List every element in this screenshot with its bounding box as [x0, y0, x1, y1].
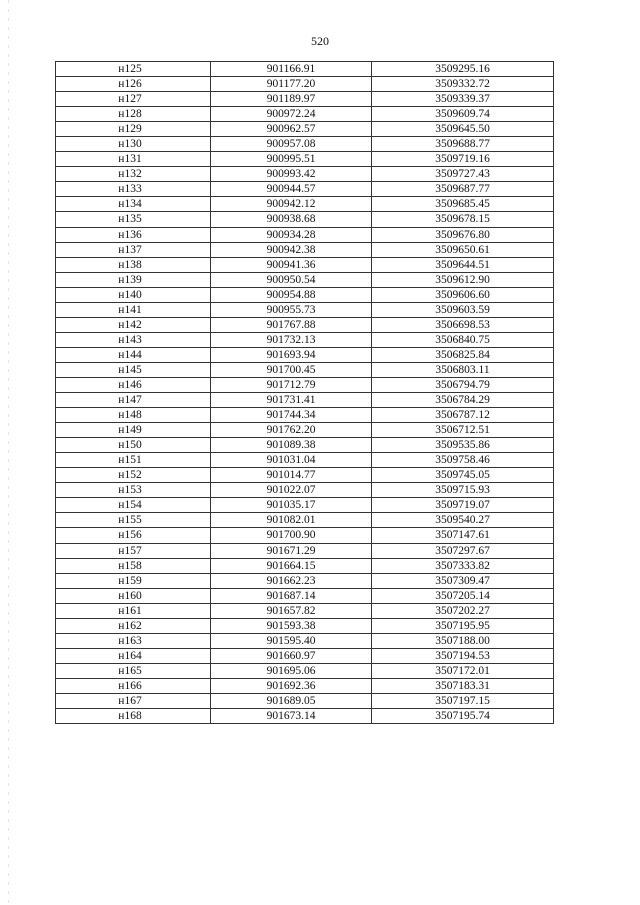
table-row — [56, 137, 554, 152]
y-coordinate-cell: 3509645.50 — [372, 122, 554, 137]
y-coordinate-cell: 3509609.74 — [372, 107, 554, 122]
y-coordinate-cell: 3507195.74 — [372, 709, 554, 724]
x-coordinate-cell: 901700.45 — [211, 362, 372, 377]
y-coordinate-cell: 3509719.07 — [372, 498, 554, 513]
table-row — [56, 287, 554, 302]
point-id-cell: н130 — [56, 137, 211, 152]
table-row — [56, 558, 554, 573]
y-coordinate-cell: 3509719.16 — [372, 152, 554, 167]
y-coordinate-cell: 3507183.31 — [372, 678, 554, 693]
point-id-cell: н151 — [56, 453, 211, 468]
table-row — [56, 423, 554, 438]
table-row — [56, 227, 554, 242]
table-row — [56, 648, 554, 663]
x-coordinate-cell: 901595.40 — [211, 633, 372, 648]
y-coordinate-cell: 3506784.29 — [372, 393, 554, 408]
table-row — [56, 528, 554, 543]
table-row — [56, 107, 554, 122]
y-coordinate-cell: 3506840.75 — [372, 332, 554, 347]
table-row — [56, 347, 554, 362]
x-coordinate-cell: 901693.94 — [211, 347, 372, 362]
point-id-cell: н125 — [56, 62, 211, 77]
y-coordinate-cell: 3509612.90 — [372, 272, 554, 287]
x-coordinate-cell: 900972.24 — [211, 107, 372, 122]
x-coordinate-cell: 901762.20 — [211, 423, 372, 438]
table-row — [56, 663, 554, 678]
page-number: 520 — [311, 34, 329, 48]
table-row — [56, 167, 554, 182]
x-coordinate-cell: 901031.04 — [211, 453, 372, 468]
y-coordinate-cell: 3509535.86 — [372, 438, 554, 453]
table-row — [56, 709, 554, 724]
point-id-cell: н143 — [56, 332, 211, 347]
x-coordinate-cell: 901744.34 — [211, 408, 372, 423]
y-coordinate-cell: 3509332.72 — [372, 77, 554, 92]
x-coordinate-cell: 901700.90 — [211, 528, 372, 543]
y-coordinate-cell: 3509603.59 — [372, 302, 554, 317]
table-row — [56, 633, 554, 648]
y-coordinate-cell: 3509715.93 — [372, 483, 554, 498]
y-coordinate-cell: 3509678.15 — [372, 212, 554, 227]
y-coordinate-cell: 3506698.53 — [372, 317, 554, 332]
x-coordinate-cell: 900941.36 — [211, 257, 372, 272]
point-id-cell: н163 — [56, 633, 211, 648]
point-id-cell: н133 — [56, 182, 211, 197]
y-coordinate-cell: 3507205.14 — [372, 588, 554, 603]
x-coordinate-cell: 900950.54 — [211, 272, 372, 287]
x-coordinate-cell: 900944.57 — [211, 182, 372, 197]
point-id-cell: н127 — [56, 92, 211, 107]
y-coordinate-cell: 3507333.82 — [372, 558, 554, 573]
x-coordinate-cell: 901731.41 — [211, 393, 372, 408]
point-id-cell: н152 — [56, 468, 211, 483]
table-row — [56, 513, 554, 528]
x-coordinate-cell: 900954.88 — [211, 287, 372, 302]
x-coordinate-cell: 900995.51 — [211, 152, 372, 167]
table-row — [56, 377, 554, 392]
y-coordinate-cell: 3506787.12 — [372, 408, 554, 423]
y-coordinate-cell: 3507202.27 — [372, 603, 554, 618]
y-coordinate-cell: 3509644.51 — [372, 257, 554, 272]
x-coordinate-cell: 900993.42 — [211, 167, 372, 182]
point-id-cell: н131 — [56, 152, 211, 167]
table-row — [56, 317, 554, 332]
y-coordinate-cell: 3509540.27 — [372, 513, 554, 528]
x-coordinate-cell: 901189.97 — [211, 92, 372, 107]
point-id-cell: н155 — [56, 513, 211, 528]
x-coordinate-cell: 901593.38 — [211, 618, 372, 633]
table-row — [56, 92, 554, 107]
point-id-cell: н137 — [56, 242, 211, 257]
x-coordinate-cell: 901014.77 — [211, 468, 372, 483]
x-coordinate-cell: 900942.12 — [211, 197, 372, 212]
point-id-cell: н136 — [56, 227, 211, 242]
y-coordinate-cell: 3509650.61 — [372, 242, 554, 257]
x-coordinate-cell: 901022.07 — [211, 483, 372, 498]
x-coordinate-cell: 901660.97 — [211, 648, 372, 663]
point-id-cell: н165 — [56, 663, 211, 678]
x-coordinate-cell: 901177.20 — [211, 77, 372, 92]
x-coordinate-cell: 900955.73 — [211, 302, 372, 317]
point-id-cell: н148 — [56, 408, 211, 423]
point-id-cell: н166 — [56, 678, 211, 693]
point-id-cell: н167 — [56, 693, 211, 708]
point-id-cell: н132 — [56, 167, 211, 182]
point-id-cell: н156 — [56, 528, 211, 543]
y-coordinate-cell: 3507297.67 — [372, 543, 554, 558]
x-coordinate-cell: 901767.88 — [211, 317, 372, 332]
table-row — [56, 257, 554, 272]
x-coordinate-cell: 901082.01 — [211, 513, 372, 528]
y-coordinate-cell: 3509339.37 — [372, 92, 554, 107]
point-id-cell: н141 — [56, 302, 211, 317]
point-id-cell: н140 — [56, 287, 211, 302]
point-id-cell: н164 — [56, 648, 211, 663]
point-id-cell: н145 — [56, 362, 211, 377]
table-row — [56, 393, 554, 408]
point-id-cell: н128 — [56, 107, 211, 122]
point-id-cell: н161 — [56, 603, 211, 618]
table-row — [56, 573, 554, 588]
y-coordinate-cell: 3506803.11 — [372, 362, 554, 377]
x-coordinate-cell: 901166.91 — [211, 62, 372, 77]
x-coordinate-cell: 900962.57 — [211, 122, 372, 137]
y-coordinate-cell: 3509295.16 — [372, 62, 554, 77]
table-row — [56, 618, 554, 633]
table-row — [56, 678, 554, 693]
x-coordinate-cell: 901673.14 — [211, 709, 372, 724]
point-id-cell: н138 — [56, 257, 211, 272]
point-id-cell: н154 — [56, 498, 211, 513]
x-coordinate-cell: 901657.82 — [211, 603, 372, 618]
point-id-cell: н126 — [56, 77, 211, 92]
table-row — [56, 588, 554, 603]
y-coordinate-cell: 3507147.61 — [372, 528, 554, 543]
x-coordinate-cell: 900938.68 — [211, 212, 372, 227]
y-coordinate-cell: 3509688.77 — [372, 137, 554, 152]
x-coordinate-cell: 901732.13 — [211, 332, 372, 347]
y-coordinate-cell: 3506794.79 — [372, 377, 554, 392]
table-row — [56, 272, 554, 287]
table-row — [56, 483, 554, 498]
point-id-cell: н146 — [56, 377, 211, 392]
x-coordinate-cell: 900957.08 — [211, 137, 372, 152]
point-id-cell: н153 — [56, 483, 211, 498]
table-row — [56, 122, 554, 137]
table-row — [56, 498, 554, 513]
point-id-cell: н135 — [56, 212, 211, 227]
table-row — [56, 543, 554, 558]
y-coordinate-cell: 3509758.46 — [372, 453, 554, 468]
point-id-cell: н158 — [56, 558, 211, 573]
table-row — [56, 438, 554, 453]
y-coordinate-cell: 3507172.01 — [372, 663, 554, 678]
table-row — [56, 242, 554, 257]
table-row — [56, 77, 554, 92]
coordinates-table-body — [56, 62, 554, 724]
point-id-cell: н129 — [56, 122, 211, 137]
y-coordinate-cell: 3509687.77 — [372, 182, 554, 197]
x-coordinate-cell: 901671.29 — [211, 543, 372, 558]
point-id-cell: н142 — [56, 317, 211, 332]
point-id-cell: н162 — [56, 618, 211, 633]
table-row — [56, 302, 554, 317]
table-row — [56, 362, 554, 377]
table-row — [56, 152, 554, 167]
y-coordinate-cell: 3509606.60 — [372, 287, 554, 302]
table-row — [56, 182, 554, 197]
x-coordinate-cell: 901687.14 — [211, 588, 372, 603]
point-id-cell: н144 — [56, 347, 211, 362]
page-edge-marks — [8, 0, 9, 905]
y-coordinate-cell: 3506712.51 — [372, 423, 554, 438]
x-coordinate-cell: 901689.05 — [211, 693, 372, 708]
x-coordinate-cell: 901712.79 — [211, 377, 372, 392]
point-id-cell: н149 — [56, 423, 211, 438]
x-coordinate-cell: 900934.28 — [211, 227, 372, 242]
point-id-cell: н157 — [56, 543, 211, 558]
table-row — [56, 603, 554, 618]
point-id-cell: н139 — [56, 272, 211, 287]
point-id-cell: н150 — [56, 438, 211, 453]
x-coordinate-cell: 901035.17 — [211, 498, 372, 513]
y-coordinate-cell: 3507195.95 — [372, 618, 554, 633]
table-row — [56, 332, 554, 347]
point-id-cell: н134 — [56, 197, 211, 212]
y-coordinate-cell: 3507188.00 — [372, 633, 554, 648]
x-coordinate-cell: 901692.36 — [211, 678, 372, 693]
y-coordinate-cell: 3507194.53 — [372, 648, 554, 663]
x-coordinate-cell: 901664.15 — [211, 558, 372, 573]
table-row — [56, 468, 554, 483]
x-coordinate-cell: 901089.38 — [211, 438, 372, 453]
y-coordinate-cell: 3507309.47 — [372, 573, 554, 588]
point-id-cell: н159 — [56, 573, 211, 588]
y-coordinate-cell: 3507197.15 — [372, 693, 554, 708]
x-coordinate-cell: 900942.38 — [211, 242, 372, 257]
x-coordinate-cell: 901695.06 — [211, 663, 372, 678]
y-coordinate-cell: 3509745.05 — [372, 468, 554, 483]
table-row — [56, 197, 554, 212]
coordinates-table — [55, 61, 554, 724]
table-row — [56, 408, 554, 423]
point-id-cell: н147 — [56, 393, 211, 408]
y-coordinate-cell: 3509676.80 — [372, 227, 554, 242]
y-coordinate-cell: 3509727.43 — [372, 167, 554, 182]
table-row — [56, 453, 554, 468]
y-coordinate-cell: 3506825.84 — [372, 347, 554, 362]
point-id-cell: н168 — [56, 709, 211, 724]
x-coordinate-cell: 901662.23 — [211, 573, 372, 588]
y-coordinate-cell: 3509685.45 — [372, 197, 554, 212]
table-row — [56, 62, 554, 77]
table-row — [56, 693, 554, 708]
point-id-cell: н160 — [56, 588, 211, 603]
table-row — [56, 212, 554, 227]
